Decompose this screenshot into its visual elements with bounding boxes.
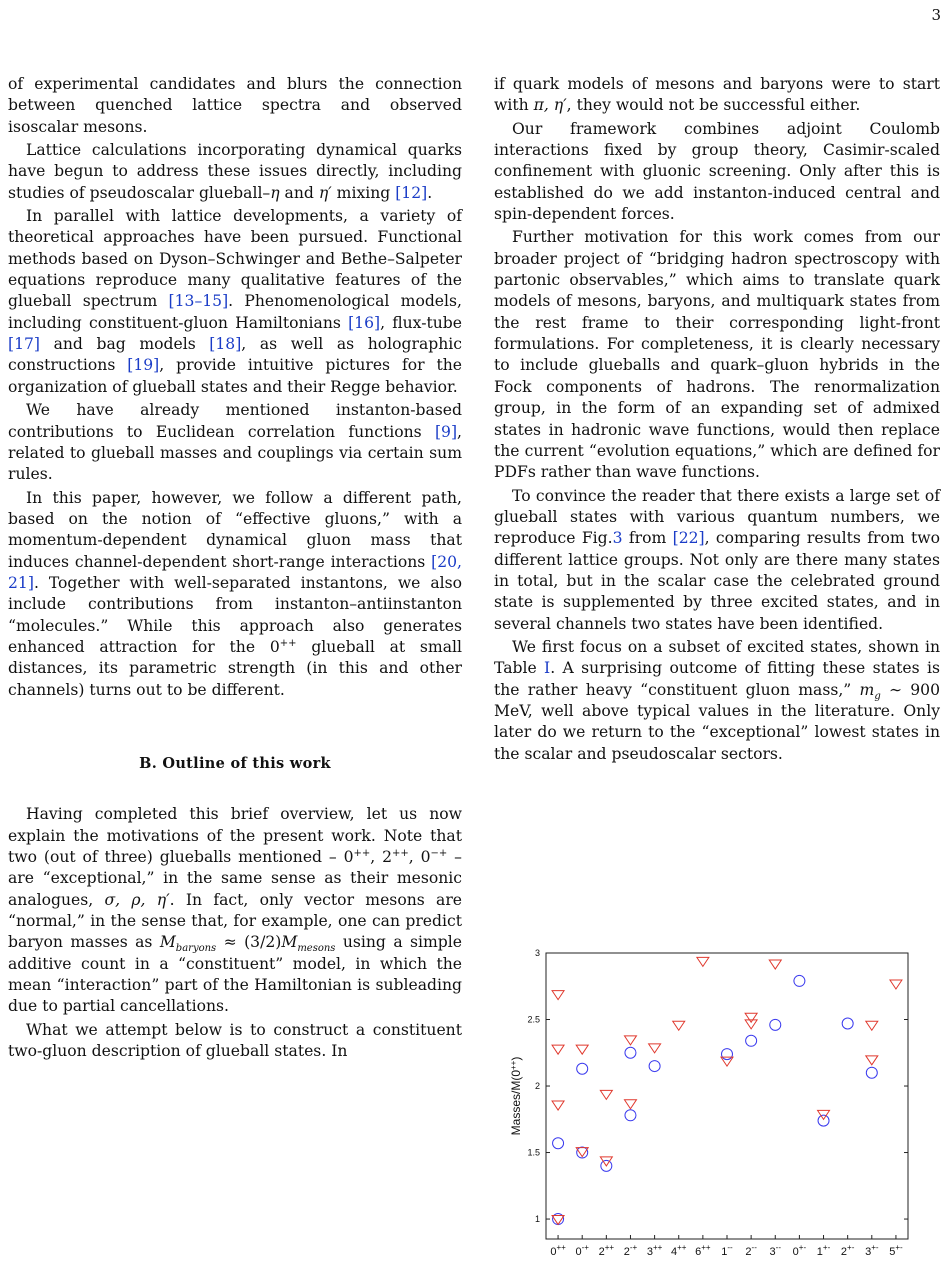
x-tick-label: 1+-	[816, 1243, 831, 1258]
left-column	[8, 74, 462, 1062]
x-tick-label: 1--	[721, 1243, 733, 1258]
paragraph: if quark models of mesons and baryons were to start with π, η′, they would not be successful either.	[494, 75, 940, 115]
data-point-triangle	[769, 960, 781, 969]
page-number: 3	[931, 6, 941, 24]
data-point-triangle	[552, 1101, 564, 1110]
citation-link[interactable]: [12]	[395, 183, 428, 202]
citation-link[interactable]: [22]	[672, 529, 705, 548]
x-tick-label: 2--	[745, 1243, 757, 1258]
x-tick-label: 5+-	[889, 1243, 903, 1258]
paragraph: Having completed this brief overview, let us now explain the motivations of the present work. Note that two (out of three) glueballs mentioned – 0++, 2++, 0−+ – are “exceptional,” in the same sense as their mesonic analogues, σ, ρ, η′. In fact, only vector mesons are “normal,” in the sense that, for example, one can predict baryon masses as $M_{baryons} \approx (3/2)M_{mesons}$ using a simple additive count in a “constituent” model, in which the mean “interaction” part of the Hamiltonian is subleading due to partial cancellations.	[8, 805, 462, 1016]
data-point-triangle	[673, 1021, 685, 1030]
data-point-triangle	[697, 957, 709, 966]
figure-link[interactable]: 3	[612, 529, 623, 548]
right-column	[494, 74, 940, 765]
glueball-mass-figure	[500, 945, 940, 1275]
citation-link[interactable]: [13–15]	[168, 292, 229, 311]
data-point-circle	[625, 1047, 636, 1058]
y-tick-label: 2.5	[527, 1014, 540, 1025]
paragraph: Our framework combines adjoint Coulomb interactions fixed by group theory, Casimir-scaled confinement with gluonic screening. Only after this is established do we add instanton-induced central and spin-dependent forces.	[494, 119, 940, 224]
y-tick-label: 3	[534, 948, 540, 958]
data-point-triangle	[624, 1100, 636, 1109]
data-point-circle	[746, 1035, 757, 1046]
section-title: B. Outline of this work	[139, 754, 331, 772]
x-tick-label: 2++	[598, 1243, 615, 1258]
data-point-triangle	[745, 1013, 757, 1022]
x-tick-label: 6++	[695, 1243, 711, 1258]
data-point-triangle	[600, 1157, 612, 1166]
citation-link[interactable]: [16]	[348, 313, 381, 332]
plot-frame	[546, 953, 908, 1239]
x-tick-label: 2+-	[840, 1243, 855, 1258]
x-tick-label: 3--	[769, 1243, 781, 1258]
data-point-triangle	[866, 1021, 878, 1030]
x-tick-label: 0+-	[792, 1243, 807, 1258]
x-tick-label: 3++	[646, 1243, 663, 1258]
data-point-circle	[770, 1019, 781, 1030]
data-point-circle	[577, 1063, 588, 1074]
data-point-circle	[866, 1067, 877, 1078]
data-point-triangle	[890, 980, 902, 989]
paragraph: In parallel with lattice developments, a variety of theoretical approaches have been pursued. Functional methods based on Dyson–Schwinger and Bethe–Salpeter equations reproduce many qualitative features of the glueball spectrum [13–15]. Phenomenological models, including constituent-gluon Hamiltonians [16], flux-tube [17] and bag models [18], as well as holographic constructions [19], provide intuitive pictures for the organization of glueball states and their Regge behavior.	[8, 207, 462, 396]
data-point-triangle	[600, 1090, 612, 1099]
paragraph: We first focus on a subset of excited states, shown in Table I. A surprising outcome of fitting these states is the rather heavy “constituent gluon mass,” $m_g$ ∼ 900 MeV, well above typical values in the literature. Only later do we return to the “exceptional” lowest states in the scalar and pseudoscalar sectors.	[494, 637, 940, 763]
x-tick-label: 4++	[670, 1243, 687, 1258]
data-point-triangle	[624, 1036, 636, 1045]
y-tick-label: 1	[534, 1214, 540, 1225]
table-link[interactable]: I	[544, 659, 551, 678]
paragraph: To convince the reader that there exists a large set of glueball states with various quantum numbers, we reproduce Fig.3 from [22], comparing results from two different lattice groups. Not only are there many states in total, but in the scalar case the celebrated ground state is supplemented by three excited states, and in several channels two states have been identified.	[494, 486, 940, 633]
citation-link[interactable]: [20, 21]	[8, 552, 462, 592]
data-point-triangle	[552, 1045, 564, 1054]
data-point-triangle	[745, 1020, 757, 1029]
x-tick-label: 0-+	[575, 1243, 589, 1258]
data-point-circle	[842, 1018, 853, 1029]
paragraph: In this paper, however, we follow a different path, based on the notion of “effective gluons,” with a momentum-dependent dynamical gluon mass that induces channel-dependent short-range interactions [20, 21]. Together with well-separated instantons, we also include contributions from instanton–antiinstanton “molecules.” While this approach also generates enhanced attraction for the 0++ glueball at small distances, its parametric strength (in this and other channels) turns out to be different.	[8, 488, 462, 699]
y-tick-label: 2	[534, 1081, 540, 1092]
data-point-circle	[722, 1049, 733, 1060]
data-point-circle	[625, 1110, 636, 1121]
paragraph: What we attempt below is to construct a constituent two-gluon description of glueball states. In	[8, 1020, 462, 1061]
x-tick-label: 0++	[550, 1243, 566, 1258]
y-tick-label: 1.5	[527, 1147, 540, 1158]
paragraph: of experimental candidates and blurs the connection between quenched lattice spectra and observed isoscalar mesons.	[8, 75, 462, 136]
y-axis-label: Masses/M(0++)	[509, 1056, 523, 1136]
data-point-triangle	[576, 1045, 588, 1054]
paragraph: Further motivation for this work comes from our broader project of “bridging hadron spectroscopy with partonic observables,” which aims to translate quark models of mesons, baryons, and multiquark states from the rest frame to their corresponding light-front formulations. For completeness, it is clearly necessary to include glueballs and quark–gluon hybrids in the Fock components of hadrons. The renormalization group, in the form of an expanding set of admixed states in hadronic wave functions, would then replace the current “evolution equations,” which are defined for PDFs rather than wave functions.	[494, 228, 940, 482]
x-tick-label: 3+-	[865, 1243, 879, 1258]
paragraph: We have already mentioned instanton-based contributions to Euclidean correlation functions [9], related to glueball masses and couplings via certain sum rules.	[8, 401, 462, 484]
data-point-circle	[649, 1061, 660, 1072]
x-tick-label: 2-+	[623, 1243, 638, 1258]
data-point-circle	[553, 1138, 564, 1149]
data-point-triangle	[721, 1057, 733, 1066]
citation-link[interactable]: [18]	[209, 335, 242, 354]
data-point-circle	[818, 1115, 829, 1126]
data-point-triangle	[649, 1044, 661, 1053]
data-point-triangle	[552, 991, 564, 1000]
citation-link[interactable]: [19]	[127, 356, 160, 375]
data-point-triangle	[866, 1056, 878, 1065]
data-point-circle	[794, 975, 805, 986]
scatter-chart	[500, 945, 940, 1275]
citation-link[interactable]: [17]	[8, 335, 41, 354]
citation-link[interactable]: [9]	[434, 422, 458, 441]
paragraph: Lattice calculations incorporating dynamical quarks have begun to address these issues directly, including studies of pseudoscalar glueball–η and η′ mixing [12].	[8, 141, 462, 202]
